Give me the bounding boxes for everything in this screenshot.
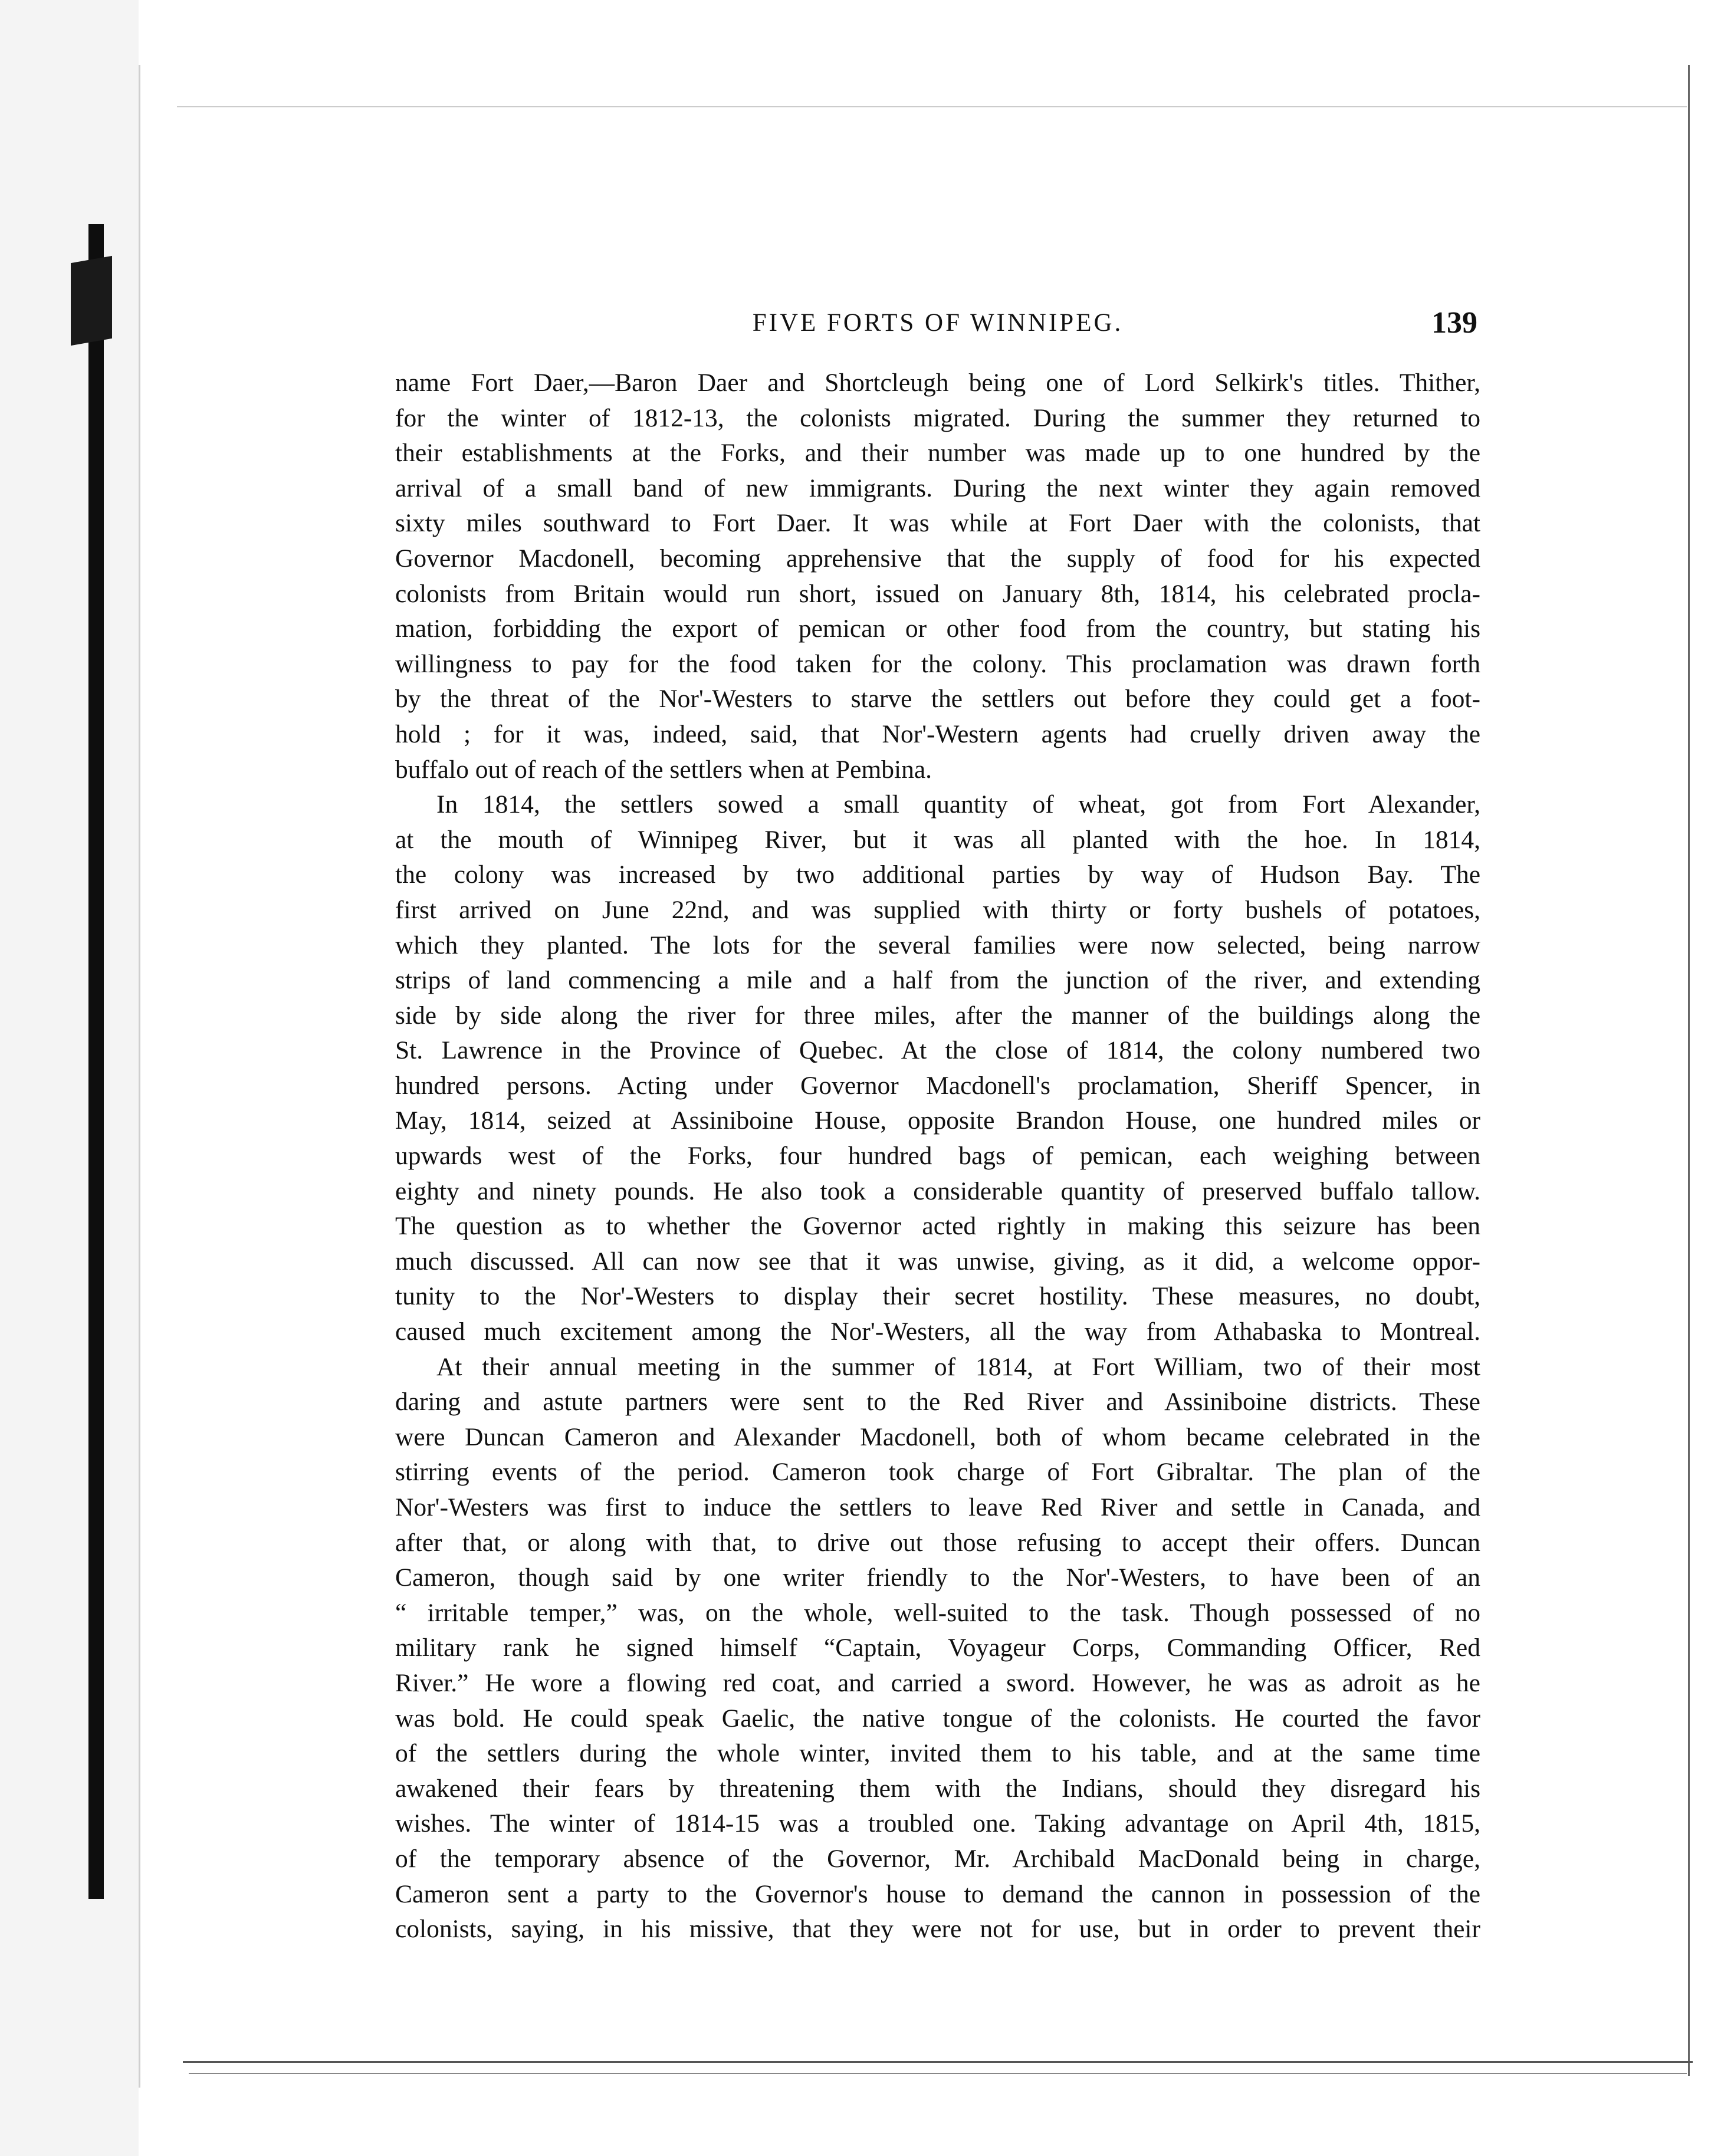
text-line: willingness to pay for the food taken for the colony. This proclamation was drawn forth <box>395 649 1480 678</box>
text-line: much discussed. All can now see that it was unwise, giving, as it did, a welcome oppor- <box>395 1247 1480 1276</box>
text-line: the colony was increased by two additional parties by way of Hudson Bay. The <box>395 860 1480 889</box>
text-line: Governor Macdonell, becoming apprehensive that the supply of food for his expected <box>395 544 1480 573</box>
text-line: River.” He wore a flowing red coat, and carried a sword. However, he was as adroit as he <box>395 1668 1480 1697</box>
text-line: Nor'-Westers was first to induce the settlers to leave Red River and settle in Canada, and <box>395 1493 1480 1521</box>
text-line: arrival of a small band of new immigrants. During the next winter they again removed <box>395 474 1480 502</box>
page-number: 139 <box>1431 306 1477 340</box>
page-right-edge <box>1688 65 1690 2076</box>
text-line: were Duncan Cameron and Alexander Macdonell, both of whom became celebrated in the <box>395 1422 1480 1451</box>
book-binding-shadow <box>88 224 104 1899</box>
text-line: buffalo out of reach of the settlers when at Pembina. <box>395 755 932 784</box>
text-line: side by side along the river for three miles, after the manner of the buildings along the <box>395 1001 1480 1030</box>
text-line: after that, or along with that, to drive out those refusing to accept their offers. Duncan <box>395 1528 1480 1557</box>
text-line: awakened their fears by threatening them with the Indians, should they disregard his <box>395 1774 1480 1803</box>
text-line: daring and astute partners were sent to the Red River and Assiniboine districts. These <box>395 1388 1480 1416</box>
text-line: stirring events of the period. Cameron took charge of Fort Gibraltar. The plan of the <box>395 1458 1480 1487</box>
text-line: sixty miles southward to Fort Daer. It was while at Fort Daer with the colonists, that <box>395 509 1480 538</box>
text-line: of the temporary absence of the Governor, Mr. Archibald MacDonald being in charge, <box>395 1844 1480 1873</box>
book-binding-tear <box>71 256 112 346</box>
text-line: of the settlers during the whole winter, invited them to his table, and at the same time <box>395 1739 1480 1768</box>
text-line: upwards west of the Forks, four hundred bags of pemican, each weighing between <box>395 1142 1480 1171</box>
paragraph <box>395 787 1480 1350</box>
text-line: colonists, saying, in his missive, that they were not for use, but in order to prevent their <box>395 1915 1480 1944</box>
paragraph <box>395 366 1480 787</box>
text-line: by the threat of the Nor'-Westers to starve the settlers out before they could get a foot- <box>395 685 1480 714</box>
body-text <box>395 366 1480 1947</box>
text-line: St. Lawrence in the Province of Quebec. At the close of 1814, the colony numbered two <box>395 1036 1480 1065</box>
text-line: military rank he signed himself “Captain, Voyageur Corps, Commanding Officer, Red <box>395 1634 1480 1662</box>
text-line: The question as to whether the Governor acted rightly in making this seizure has been <box>395 1212 1480 1241</box>
page-bottom-edge <box>183 2061 1693 2063</box>
text-line: colonists from Britain would run short, issued on January 8th, 1814, his celebrated procla- <box>395 579 1480 608</box>
text-line: at the mouth of Winnipeg River, but it was all planted with the hoe. In 1814, <box>395 825 1480 854</box>
text-line: name Fort Daer,—Baron Daer and Shortcleugh being one of Lord Selkirk's titles. Thither, <box>395 369 1480 397</box>
text-line: mation, forbidding the export of pemican or other food from the country, but stating his <box>395 614 1480 643</box>
text-line: tunity to the Nor'-Westers to display their secret hostility. These measures, no doubt, <box>395 1282 1480 1311</box>
text-line: first arrived on June 22nd, and was supplied with thirty or forty bushels of potatoes, <box>395 895 1480 924</box>
text-line: was bold. He could speak Gaelic, the native tongue of the colonists. He courted the favor <box>395 1704 1480 1733</box>
text-line: “ irritable temper,” was, on the whole, well-suited to the task. Though possessed of no <box>395 1598 1480 1627</box>
running-head: FIVE FORTS OF WINNIPEG. <box>752 309 1124 337</box>
text-line: May, 1814, seized at Assiniboine House, opposite Brandon House, one hundred miles or <box>395 1106 1480 1135</box>
text-line: strips of land commencing a mile and a half from the junction of the river, and extending <box>395 966 1480 995</box>
text-line: eighty and ninety pounds. He also took a considerable quantity of preserved buffalo tallow. <box>395 1176 1480 1205</box>
text-line: caused much excitement among the Nor'-Westers, all the way from Athabaska to Montreal. <box>395 1317 1480 1346</box>
paragraph <box>395 1350 1480 1947</box>
text-line: Cameron sent a party to the Governor's house to demand the cannon in possession of the <box>395 1879 1480 1908</box>
text-line: Cameron, though said by one writer friendly to the Nor'-Westers, to have been of an <box>395 1563 1480 1592</box>
page-top-edge <box>177 106 1687 107</box>
text-line: hold ; for it was, indeed, said, that Nor'-Western agents had cruelly driven away the <box>395 719 1480 748</box>
scan-left-margin <box>0 0 139 2156</box>
text-line: which they planted. The lots for the several families were now selected, being narrow <box>395 931 1480 959</box>
text-line: In 1814, the settlers sowed a small quantity of wheat, got from Fort Alexander, <box>436 790 1480 819</box>
page-header <box>398 302 1477 344</box>
text-line: hundred persons. Acting under Governor Macdonell's proclamation, Sheriff Spencer, in <box>395 1071 1480 1100</box>
text-line: for the winter of 1812-13, the colonists migrated. During the summer they returned to <box>395 403 1480 432</box>
text-line: their establishments at the Forks, and their number was made up to one hundred by the <box>395 439 1480 468</box>
text-line: wishes. The winter of 1814-15 was a troubled one. Taking advantage on April 4th, 1815, <box>395 1809 1480 1838</box>
page-bottom-edge-2 <box>189 2073 1687 2074</box>
text-line: At their annual meeting in the summer of 1814, at Fort William, two of their most <box>436 1352 1480 1381</box>
